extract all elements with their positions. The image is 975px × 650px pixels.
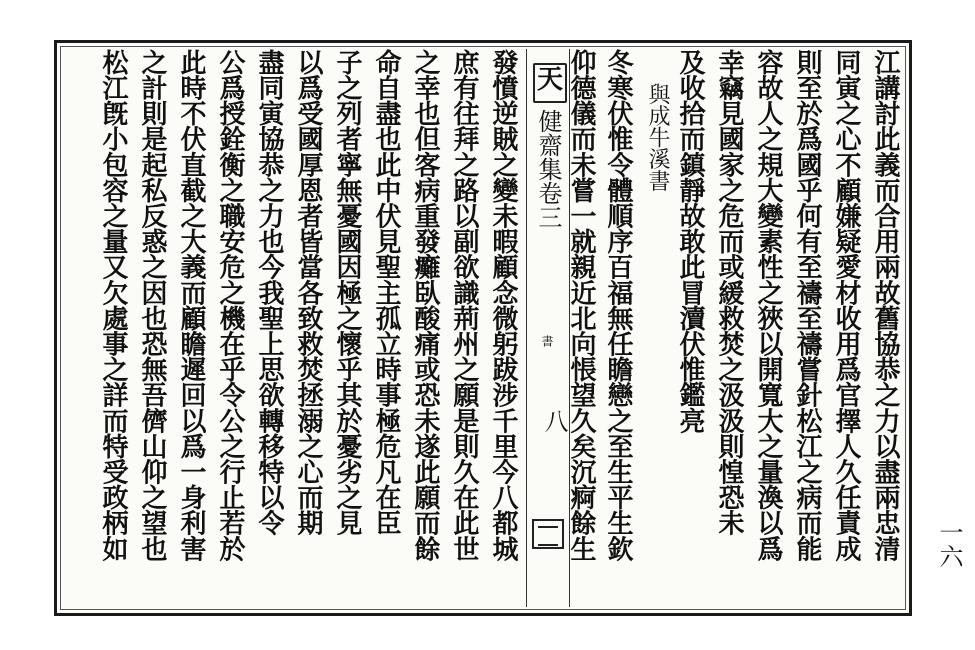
text-column-9: 仰德儀而未嘗一就親近北向悵望久矣沉痾餘生 [566, 49, 596, 562]
letter-heading: 與成牛溪書 [645, 83, 670, 192]
text-column-2: 同寅之心不顧嫌疑愛材收用爲官擇人久任責成 [831, 49, 861, 562]
text-column-5: 幸竊見國家之危而或緩救焚之汲汲則惶恐未 [714, 49, 744, 536]
text-column-16: 盡同寅協恭之力也今我聖上思欲轉移特以令 [254, 49, 284, 536]
text-column-17: 公爲授銓衡之職安危之機在乎令公之行止若於 [215, 49, 245, 562]
text-column-6: 及收拾而鎮靜故敢此冒瀆伏惟鑑亮 [675, 49, 705, 434]
fish-tail-bottom [532, 519, 564, 549]
text-column-10: 發憤逆賊之變未暇顧念微躬跋涉千里今八都城 [488, 49, 518, 562]
section-label: 書 [540, 335, 554, 347]
text-column-13: 命自盡也此中伏見聖主孤立時事極危凡在臣 [371, 49, 401, 536]
text-column-3: 則至於爲國乎何有至禱至禱嘗針松江之病而能 [792, 49, 822, 562]
text-column-18: 此時不伏直截之大義而顧瞻遲回以爲一身利害 [176, 49, 206, 562]
text-column-15: 以爲受國厚恩者皆當各致救焚拯溺之心而期 [293, 49, 323, 536]
book-title: 健齋集卷三 [534, 109, 562, 229]
fish-tail-top: 天 [533, 63, 567, 103]
text-column-8: 冬寒伏惟令體順序百福無任瞻戀之至生平生欽 [603, 49, 633, 562]
text-column-1: 江講討此義而合用兩故舊協恭之力以盡兩忠清 [870, 49, 900, 562]
margin-page-number: 一六 [935, 520, 963, 568]
folio-number: 八 [540, 409, 568, 433]
page-frame [54, 40, 912, 616]
text-column-14: 子之列者寧無憂國因極之懷乎其於憂劣之見 [332, 49, 362, 536]
text-column-20: 松江旣小包容之量又欠處事之詳而特受政柄如 [98, 49, 128, 562]
text-column-4: 容故人之規大變素性之狹以開寬大之量渙以爲 [753, 49, 783, 562]
center-column [526, 49, 570, 607]
text-column-12: 之幸也但客病重發癱臥酸痛或恐未遂此願而餘 [410, 49, 440, 562]
text-column-19: 之計則是起私反惑之因也恐無吾儕山仰之望也 [137, 49, 167, 562]
text-column-11: 庶有往拜之路以副欲識荊州之願是則久在此世 [449, 49, 479, 562]
